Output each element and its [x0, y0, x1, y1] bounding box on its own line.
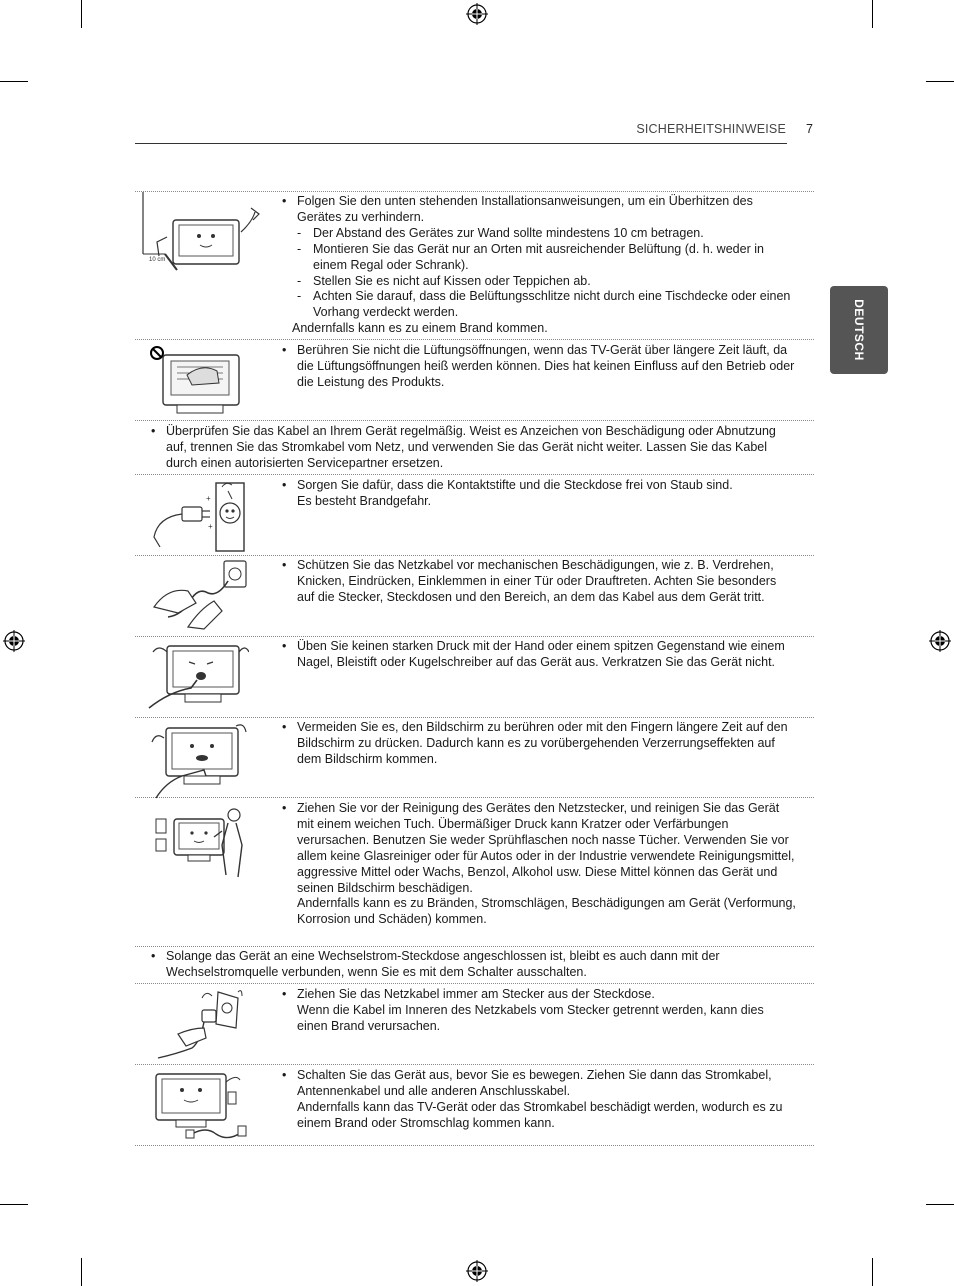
crop-mark: [81, 0, 82, 28]
unplug-by-plug-illustration: [152, 988, 244, 1062]
page-number: 7: [806, 122, 813, 136]
registration-mark-icon: [466, 3, 488, 25]
section-6-text: [282, 639, 797, 671]
bullet-item: • Ziehen Sie vor der Reinigung des Gerätes den Netzstecker, und reinigen Sie das Gerät mit einem weichen Tuch. Übermäßiger Druck kann Kratzer oder Verfärbungen verursachen. Benutzen Sie weder Sprühflaschen noch nasse Tücher. Verwenden Sie vor allem keine Glasreiniger oder für Autos oder in der Industrie verwendete Reinigungsmittel, aggressive Mittel oder Wachs, Benzol, Alkohol usw. Diese Mittel können das Gerät und seinen Bildschirm beschädigen.: [282, 801, 797, 896]
registration-mark-icon: [929, 630, 951, 652]
section-2-text: [282, 343, 797, 391]
screen-touch-illustration: [148, 720, 248, 800]
section-3-text: [151, 424, 797, 472]
sub-item: - Montieren Sie das Gerät nur an Orten mit ausreichender Belüftung (d. h. weder in einem Regal oder Schrank).: [282, 242, 797, 274]
language-tab-label: DEUTSCH: [852, 299, 866, 361]
tv-pressure-illustration: [145, 638, 249, 714]
note-text: Wenn die Kabel im Inneren des Netzkabels vom Stecker getrennt werden, kann dies einen Brand verursachen.: [297, 1002, 764, 1033]
crop-mark: [926, 81, 954, 82]
header-rule: [135, 143, 787, 144]
section-1-text: [282, 194, 797, 337]
section-divider: [135, 636, 814, 637]
crop-mark: [872, 0, 873, 28]
bullet-item: • Berühren Sie nicht die Lüftungsöffnungen, wenn das TV-Gerät über längere Zeit läuft, da die Lüftungsöffnungen heiß werden können. Dies hat keinen Einfluss auf den Betrieb oder die Leistung des Produkts.: [282, 343, 797, 391]
distance-label: 10 cm: [149, 257, 166, 263]
sub-item: - Stellen Sie es nicht auf Kissen oder Teppichen ab.: [282, 274, 797, 290]
note-text: Andernfalls kann es zu Bränden, Stromschlägen, Beschädigungen am Gerät (Verformung, Korrosion und Schäden) kommen.: [297, 896, 796, 927]
section-divider: [135, 717, 814, 718]
svg-text:+: +: [206, 494, 211, 503]
bullet-item: • Schützen Sie das Netzkabel vor mechanischen Beschädigungen, wie z. B. Verdrehen, Knicken, Eindrücken, Einklemmen in einer Tür oder Drauftreten. Achten Sie besonders auf die Stecker, Steckdosen und den Bereich, an dem das Kabel aus dem Gerät tritt.: [282, 558, 797, 606]
bullet-item: • Folgen Sie den unten stehenden Installationsanweisungen, um ein Überhitzen des Gerätes zu verhindern.: [282, 194, 797, 226]
bullet-item: • Ziehen Sie das Netzkabel immer am Stecker aus der Steckdose.: [282, 987, 797, 1003]
section-title: SICHERHEITSHINWEISE: [636, 122, 786, 136]
section-8-text: [282, 801, 797, 928]
bullet-item: • Überprüfen Sie das Kabel an Ihrem Gerät regelmäßig. Weist es Anzeichen von Beschädigung oder Abnutzung auf, trennen Sie das Stromkabel vom Netz, und verwenden Sie das Gerät nicht weiter. Lassen Sie das Kabel durch einen autorisierten Servicepartner ersetzen.: [151, 424, 797, 472]
note-text: Es besteht Brandgefahr.: [297, 493, 432, 508]
svg-text:+: +: [208, 522, 213, 531]
crop-mark: [926, 1204, 954, 1205]
note-text: Andernfalls kann es zu einem Brand kommen.: [292, 321, 548, 336]
bullet-item: • Üben Sie keinen starken Druck mit der Hand oder einem spitzen Gegenstand wie einem Nagel, Bleistift oder Kugelschreiber auf das Gerät aus. Verkratzen Sie das Gerät nicht.: [282, 639, 797, 671]
section-10-text: [282, 987, 797, 1035]
section-5-text: [282, 558, 797, 606]
crop-mark: [0, 1204, 28, 1205]
section-divider: [135, 420, 814, 421]
plug-socket-dust-illustration: [148, 477, 248, 553]
section-divider: [135, 555, 814, 556]
sub-item: - Achten Sie darauf, dass die Belüftungsschlitze nicht durch eine Tischdecke oder einen Vorhang verdeckt werden.: [282, 289, 797, 321]
move-tv-illustration: [152, 1068, 252, 1144]
section-divider: [135, 1064, 814, 1065]
cleaning-illustration: [152, 805, 248, 883]
section-9-text: [151, 949, 797, 981]
crop-mark: [0, 81, 28, 82]
section-divider: [135, 946, 814, 947]
bullet-item: • Vermeiden Sie es, den Bildschirm zu berühren oder mit den Fingern längere Zeit auf den Bildschirm zu drücken. Dadurch kann es zu vorübergehenden Verzerrungseffekten auf dem Bildschirm kommen.: [282, 720, 797, 768]
registration-mark-icon: [466, 1260, 488, 1282]
section-7-text: [282, 720, 797, 768]
bullet-item: • Solange das Gerät an eine Wechselstrom-Steckdose angeschlossen ist, bleibt es auch dann mit der Wechselstromquelle verbunden, wenn Sie es mit dem Schalter ausschalten.: [151, 949, 797, 981]
hot-vent-illustration: [147, 343, 247, 418]
section-divider: [135, 339, 814, 340]
section-4-text: [282, 478, 797, 510]
section-divider: [135, 1145, 814, 1146]
language-tab: [830, 286, 888, 374]
registration-mark-icon: [3, 630, 25, 652]
crop-mark: [81, 1258, 82, 1286]
section-11-text: [282, 1068, 797, 1132]
crop-mark: [872, 1258, 873, 1286]
note-text: Andernfalls kann das TV-Gerät oder das Stromkabel beschädigt werden, wodurch es zu einem Brand oder Stromschlag kommen kann.: [297, 1099, 783, 1130]
section-divider: [135, 983, 814, 984]
bullet-item: • Sorgen Sie dafür, dass die Kontaktstifte und die Steckdose frei von Staub sind.: [282, 478, 797, 494]
sub-item: - Der Abstand des Gerätes zur Wand sollte mindestens 10 cm betragen.: [282, 226, 797, 242]
tv-wall-distance-illustration: [137, 192, 277, 272]
cable-damage-illustration: [148, 557, 248, 633]
section-divider: [135, 474, 814, 475]
bullet-item: • Schalten Sie das Gerät aus, bevor Sie es bewegen. Ziehen Sie dann das Stromkabel, Antennenkabel und alle anderen Anschlusskabel.: [282, 1068, 797, 1100]
